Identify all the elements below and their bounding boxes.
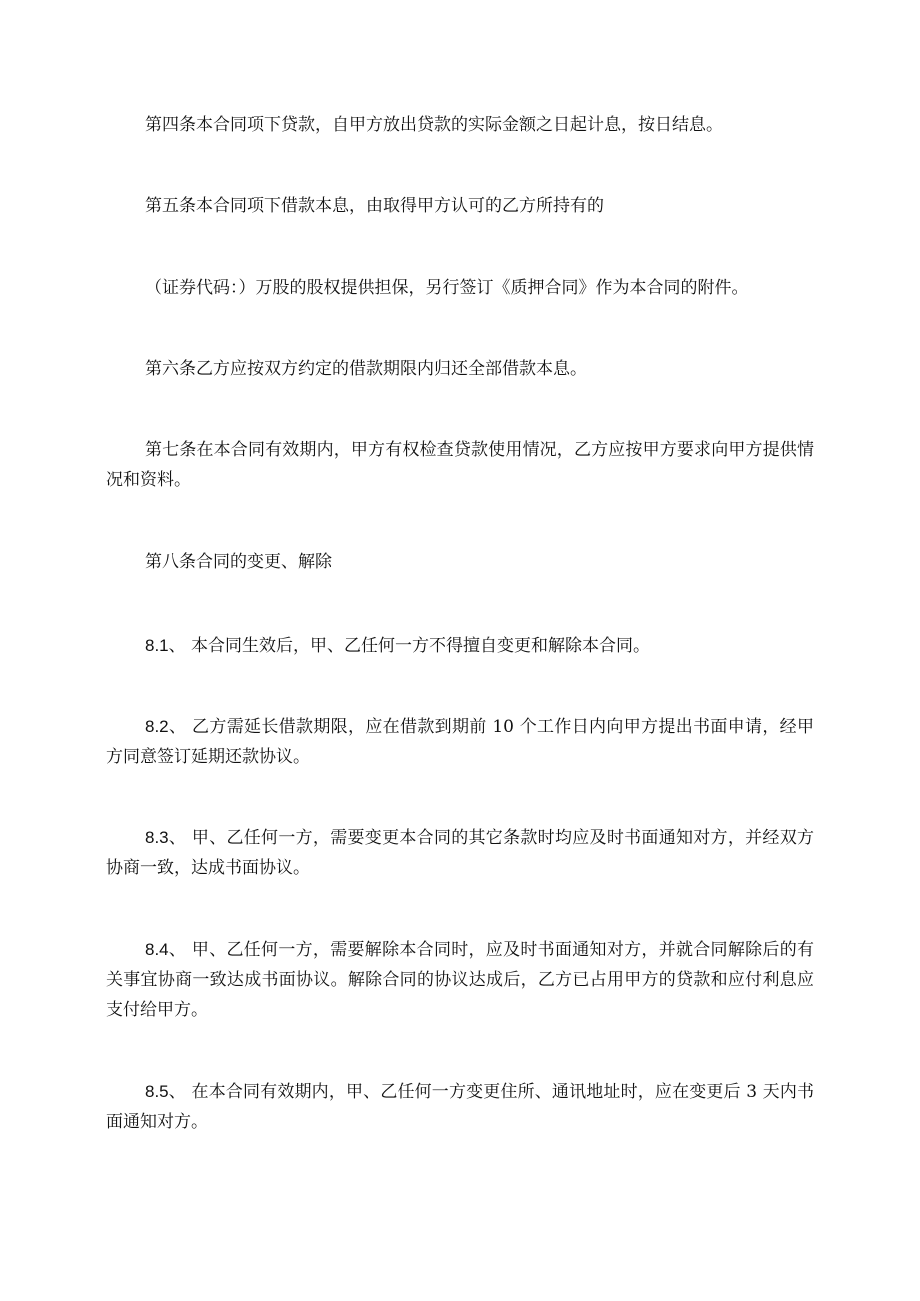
paragraph-article-6 xyxy=(106,354,814,384)
paragraph-article-7 xyxy=(106,435,814,495)
clause-8-1 xyxy=(106,631,814,661)
clause-8-2 xyxy=(106,712,814,772)
paragraph-text: 第五条本合同项下借款本息，由取得甲方认可的乙方所持有的 xyxy=(145,196,604,216)
paragraph-article-5-continued xyxy=(106,273,814,303)
paragraph-text: 第八条合同的变更、解除 xyxy=(145,552,332,572)
clause-number: 8.3 xyxy=(145,828,169,847)
clause-8-3 xyxy=(106,823,814,883)
clause-text: 、 甲、乙任何一方，需要变更本合同的其它条款时均应及时书面通知对方，并经双方协商一致，达成书面协议。 xyxy=(106,828,814,878)
clause-8-5 xyxy=(106,1077,814,1137)
clause-text: 、 在本合同有效期内，甲、乙任何一方变更住所、通讯地址时，应在变更后 3 天内书面通知对方。 xyxy=(106,1082,814,1132)
clause-8-4 xyxy=(106,935,814,1025)
paragraph-article-5 xyxy=(106,191,814,221)
clause-number: 8.1 xyxy=(145,636,169,655)
paragraph-text: 第七条在本合同有效期内，甲方有权检查贷款使用情况，乙方应按甲方要求向甲方提供情况和资料。 xyxy=(106,440,814,490)
clause-number: 8.5 xyxy=(145,1082,169,1101)
paragraph-text: 第四条本合同项下贷款，自甲方放出贷款的实际金额之日起计息，按日结息。 xyxy=(145,115,723,135)
clause-text: 、 乙方需延长借款期限，应在借款到期前 10 个工作日内向甲方提出书面申请，经甲方同意签订延期还款协议。 xyxy=(106,717,814,767)
paragraph-text: 第六条乙方应按双方约定的借款期限内归还全部借款本息。 xyxy=(145,359,587,379)
paragraph-text: （证券代码：）万股的股权提供担保，另行签订《质押合同》作为本合同的附件。 xyxy=(145,278,749,298)
clause-text: 、 甲、乙任何一方，需要解除本合同时，应及时书面通知对方，并就合同解除后的有关事宜协商一致达成书面协议。解除合同的协议达成后，乙方已占用甲方的贷款和应付利息应支付给甲方。 xyxy=(106,940,814,1020)
paragraph-article-4 xyxy=(106,110,814,140)
paragraph-article-8-heading xyxy=(106,547,814,577)
clause-number: 8.4 xyxy=(145,940,169,959)
clause-text: 、 本合同生效后，甲、乙任何一方不得擅自变更和解除本合同。 xyxy=(168,636,651,656)
clause-number: 8.2 xyxy=(145,717,169,736)
